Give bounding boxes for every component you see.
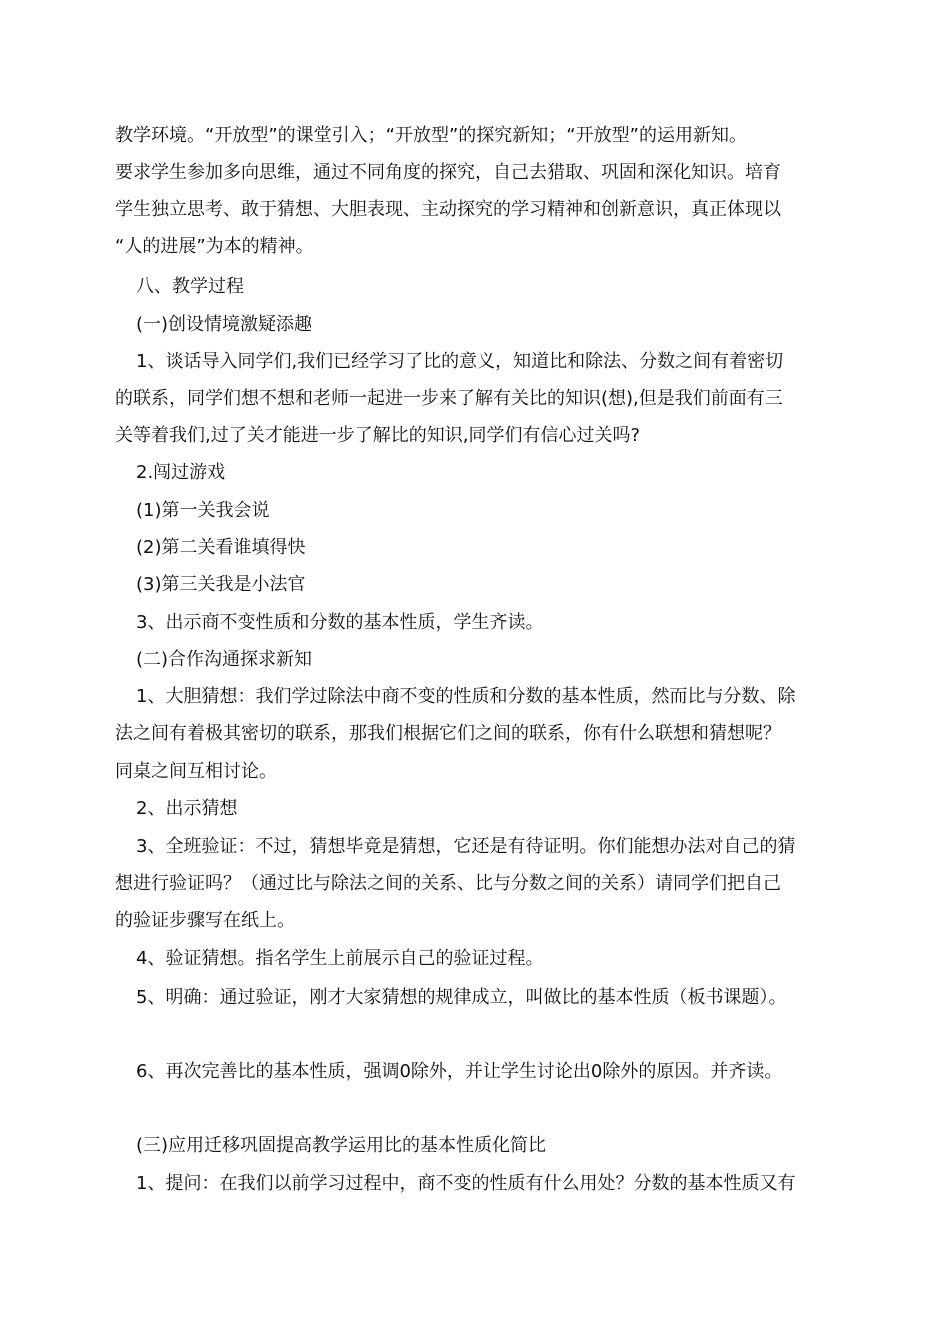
list-item: 4、验证猜想。指名学生上前展示自己的验证过程。 [136,948,544,969]
text-line: 3、全班验证：不过，猜想毕竟是猜想，它还是有待证明。你们能想办法对自己的猜 [136,836,796,857]
text-line: 想进行验证吗？（通过比与除法之间的关系、比与分数之间的关系）请同学们把自己 [115,873,781,894]
list-item: (1)第一关我会说 [136,500,270,521]
list-item: (3)第三关我是小法官 [136,574,306,595]
text-line: 关等着我们,过了关才能进一步了解比的知识,同学们有信心过关吗? [115,425,640,446]
subsection-heading: (一)创设情境激疑添趣 [136,314,313,335]
list-item: (2)第二关看谁填得快 [136,537,306,558]
text-line: 教学环境。“开放型”的课堂引入；“开放型”的探究新知；“开放型”的运用新知。 [115,125,747,146]
list-item: 2.闯过游戏 [136,462,226,483]
list-item: 6、再次完善比的基本性质，强调0除外，并让学生讨论出0除外的原因。并齐读。 [136,1061,783,1082]
section-heading: 八、教学过程 [136,276,244,297]
list-item: 5、明确：通过验证，刚才大家猜想的规律成立，叫做比的基本性质（板书课题）。 [136,987,787,1008]
text-line: 的验证步骤写在纸上。 [115,910,295,931]
text-line: 要求学生参加多向思维，通过不同角度的探究，自己去猎取、巩固和深化知识。培育 [115,162,781,183]
list-item: 2、出示猜想 [136,798,238,819]
list-item: 3、出示商不变性质和分数的基本性质，学生齐读。 [136,612,544,633]
text-line: “人的进展”为本的精神。 [115,236,314,257]
text-line: 同桌之间互相讨论。 [115,761,277,782]
text-line: 1、提问：在我们以前学习过程中，商不变的性质有什么用处？分数的基本性质又有 [136,1173,796,1194]
subsection-heading: (三)应用迁移巩固提高教学运用比的基本性质化简比 [136,1135,547,1156]
text-line: 学生独立思考、敢于猜想、大胆表现、主动探究的学习精神和创新意识，真正体现以 [115,199,781,220]
text-line: 的联系，同学们想不想和老师一起进一步来了解有关比的知识(想),但是我们前面有三 [115,388,783,409]
text-line: 法之间有着极其密切的联系，那我们根据它们之间的联系，你有什么联想和猜想呢？ [115,723,781,744]
text-line: 1、谈话导入同学们,我们已经学习了比的意义，知道比和除法、分数之间有着密切 [136,351,784,372]
text-line: 1、大胆猜想：我们学过除法中商不变的性质和分数的基本性质，然而比与分数、除 [136,686,796,707]
subsection-heading: (二)合作沟通探求新知 [136,649,313,670]
